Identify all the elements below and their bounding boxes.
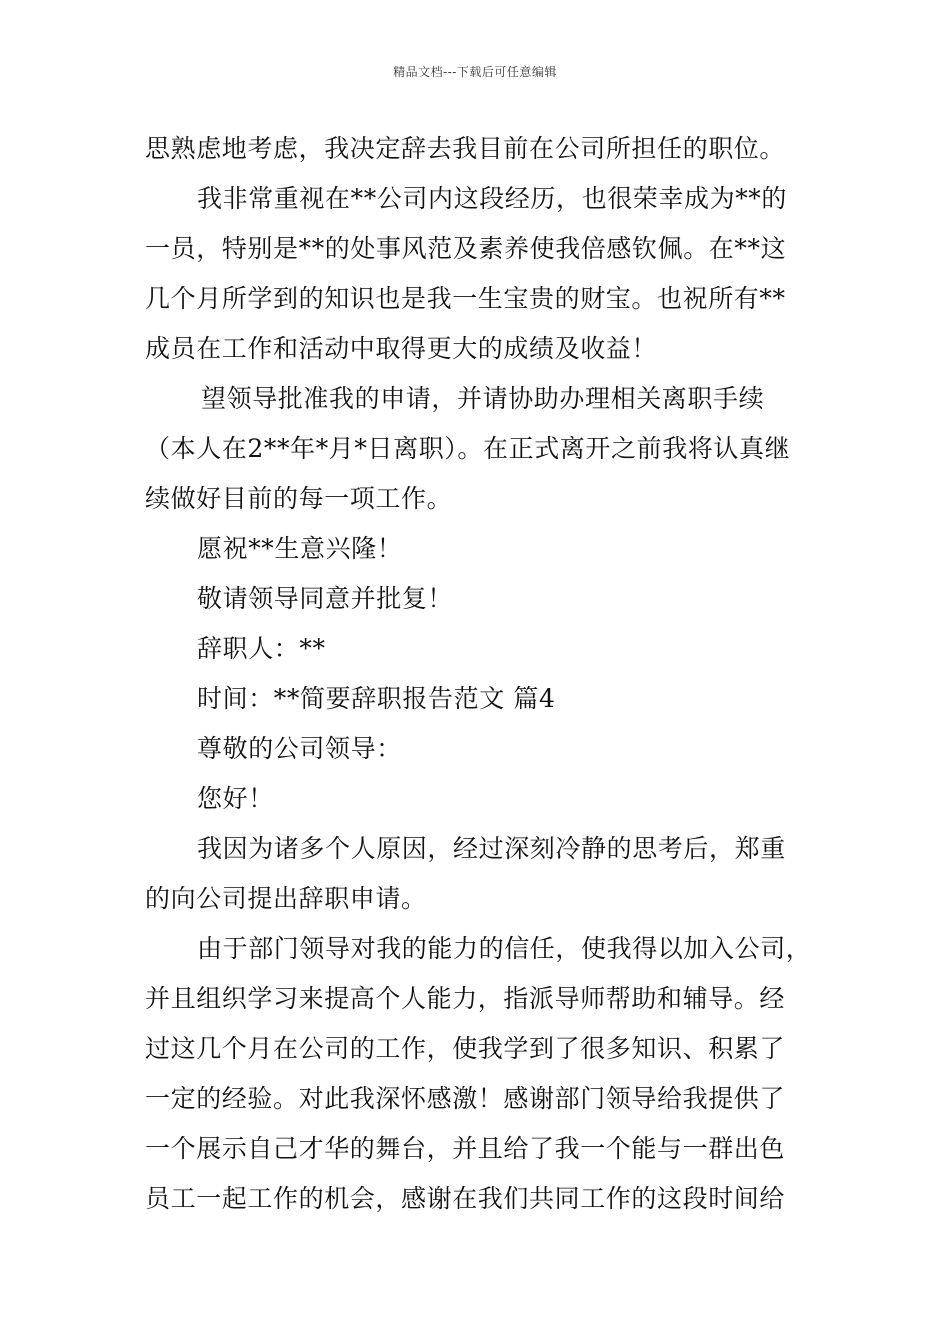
page-header: 精品文档---下载后可任意编辑 xyxy=(393,65,557,79)
text-line: 我非常重视在**公司内这段经历，也很荣幸成为**的 xyxy=(197,184,788,213)
text-line: 一个展示自己才华的舞台，并且给了我一个能与一群出色 xyxy=(145,1134,786,1163)
text-line: 成员在工作和活动中取得更大的成绩及收益！ xyxy=(145,334,658,363)
text-line: 的向公司提出辞职申请。 xyxy=(145,884,427,913)
text-line: 几个月所学到的知识也是我一生宝贵的财宝。也祝所有** xyxy=(145,284,786,313)
text-line: 望领导批准我的申请，并请协助办理相关离职手续 xyxy=(201,384,765,413)
text-line: 我因为诸多个人原因，经过深刻冷静的思考后，郑重 xyxy=(197,834,786,863)
text-line: 时间：**简要辞职报告范文 篇4 xyxy=(197,684,556,713)
text-line: （本人在2**年*月*日离职）。在正式离开之前我将认真继 xyxy=(145,434,791,463)
text-line: 敬请领导同意并批复！ xyxy=(197,584,454,613)
text-line: 思熟虑地考虑，我决定辞去我目前在公司所担任的职位。 xyxy=(145,134,786,163)
text-line: 一定的经验。对此我深怀感激！感谢部门领导给我提供了 xyxy=(145,1084,786,1113)
text-line: 并且组织学习来提高个人能力，指派导师帮助和辅导。经 xyxy=(145,984,786,1013)
text-line: 您好！ xyxy=(197,784,274,813)
text-line: 过这几个月在公司的工作，使我学到了很多知识、积累了 xyxy=(145,1034,786,1063)
text-line: 尊敬的公司领导： xyxy=(197,734,402,763)
text-line: 续做好目前的每一项工作。 xyxy=(145,484,453,513)
text-line: 由于部门领导对我的能力的信任，使我得以加入公司， xyxy=(197,934,812,963)
text-line: 愿祝**生意兴隆！ xyxy=(197,534,403,563)
document-body xyxy=(145,124,810,1224)
text-line: 一员，特别是**的处事风范及素养使我倍感钦佩。在**这 xyxy=(145,234,787,263)
text-line: 辞职人：** xyxy=(197,634,326,663)
text-line: 员工一起工作的机会，感谢在我们共同工作的这段时间给 xyxy=(145,1184,786,1213)
